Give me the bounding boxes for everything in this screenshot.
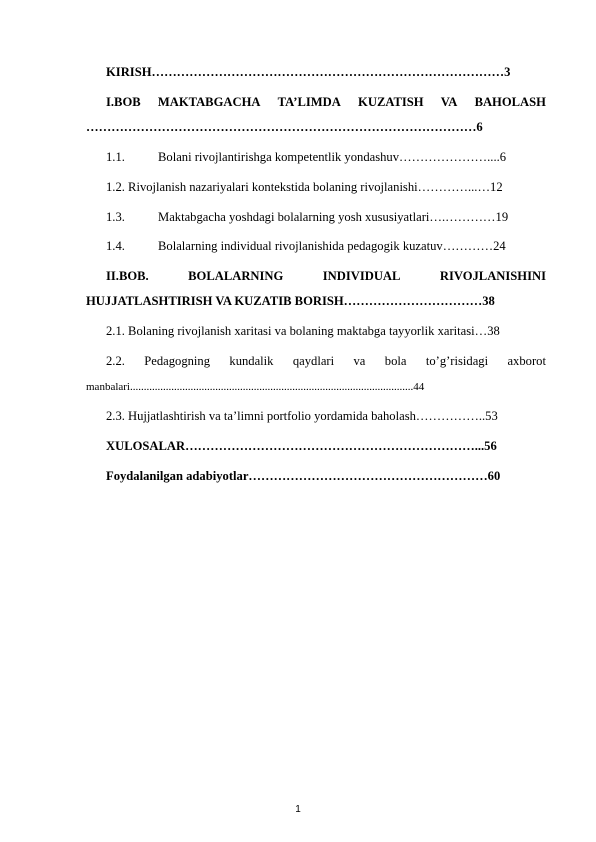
toc-item-number: 1.1. (106, 150, 125, 164)
toc-item-1-1 (86, 149, 546, 165)
toc-word: MAKTABGACHA (157, 95, 261, 109)
toc-item-text: Bolani rivojlantirishga kompetentlik yondashuv…………………....6 (158, 150, 507, 164)
toc-word: BOLALARNING (188, 269, 284, 283)
toc-word: axborot (507, 354, 546, 368)
toc-xulosalar: XULOSALAR……………………………………………………………...56 (106, 439, 497, 453)
toc-item-2-2-line2: manbalari.......................................................................................................44 (86, 381, 425, 393)
toc-word: BAHOLASH (474, 95, 546, 109)
toc-item-1-4 (86, 238, 546, 254)
toc-item-1-2: 1.2. Rivojlanish nazariyalari kontekstida bolaning rivojlanishi…………...…12 (106, 180, 503, 194)
toc-item-number: 1.4. (106, 239, 125, 253)
toc-word: I.BOB (106, 95, 141, 109)
toc-item-text: Maktabgacha yoshdagi bolalarning yosh xususiyatlari….…………19 (158, 210, 509, 224)
toc-word: va (353, 354, 366, 368)
toc-item-2-1: 2.1. Bolaning rivojlanish xaritasi va bolaning maktabga tayyorlik xaritasi…38 (106, 324, 500, 338)
toc-kirish: KIRISH…………………………………………………………………………3 (106, 65, 511, 79)
toc-word: INDIVIDUAL (322, 269, 401, 283)
toc-word: II.BOB. (106, 269, 149, 283)
toc-word: TA’LIMDA (277, 95, 341, 109)
toc-item-2-3: 2.3. Hujjatlashtirish va ta’limni portfolio yordamida baholash……………..53 (106, 409, 498, 423)
toc-word: KUZATISH (358, 95, 424, 109)
toc-item-1-3 (86, 209, 546, 225)
toc-bob2-heading-line1 (86, 268, 546, 284)
toc-item-2-2-line1 (86, 353, 546, 369)
toc-word: RIVOJLANISHINI (439, 269, 546, 283)
toc-bob1-heading-line2: …………………………………………………………………………………6 (86, 120, 483, 134)
toc-word: VA (440, 95, 458, 109)
toc-word: qaydlari (292, 354, 335, 368)
toc-item-text: Bolalarning individual rivojlanishida pedagogik kuzatuv…………24 (158, 239, 506, 253)
toc-bob1-heading-line1 (86, 94, 546, 110)
toc-word: to’g’risidagi (425, 354, 489, 368)
page-number: 1 (295, 804, 301, 815)
toc-word: 2.2. (106, 354, 125, 368)
toc-word: bola (384, 354, 407, 368)
toc-word: Pedagogning (144, 354, 211, 368)
toc-item-number: 1.3. (106, 210, 125, 224)
toc-bob2-heading-line2: HUJJATLASHTIRISH VA KUZATIB BORISH……………………………38 (86, 294, 495, 308)
toc-word: kundalik (229, 354, 274, 368)
toc-foydalanilgan-adabiyotlar: Foydalanilgan adabiyotlar…………………………………………………60 (106, 469, 501, 483)
